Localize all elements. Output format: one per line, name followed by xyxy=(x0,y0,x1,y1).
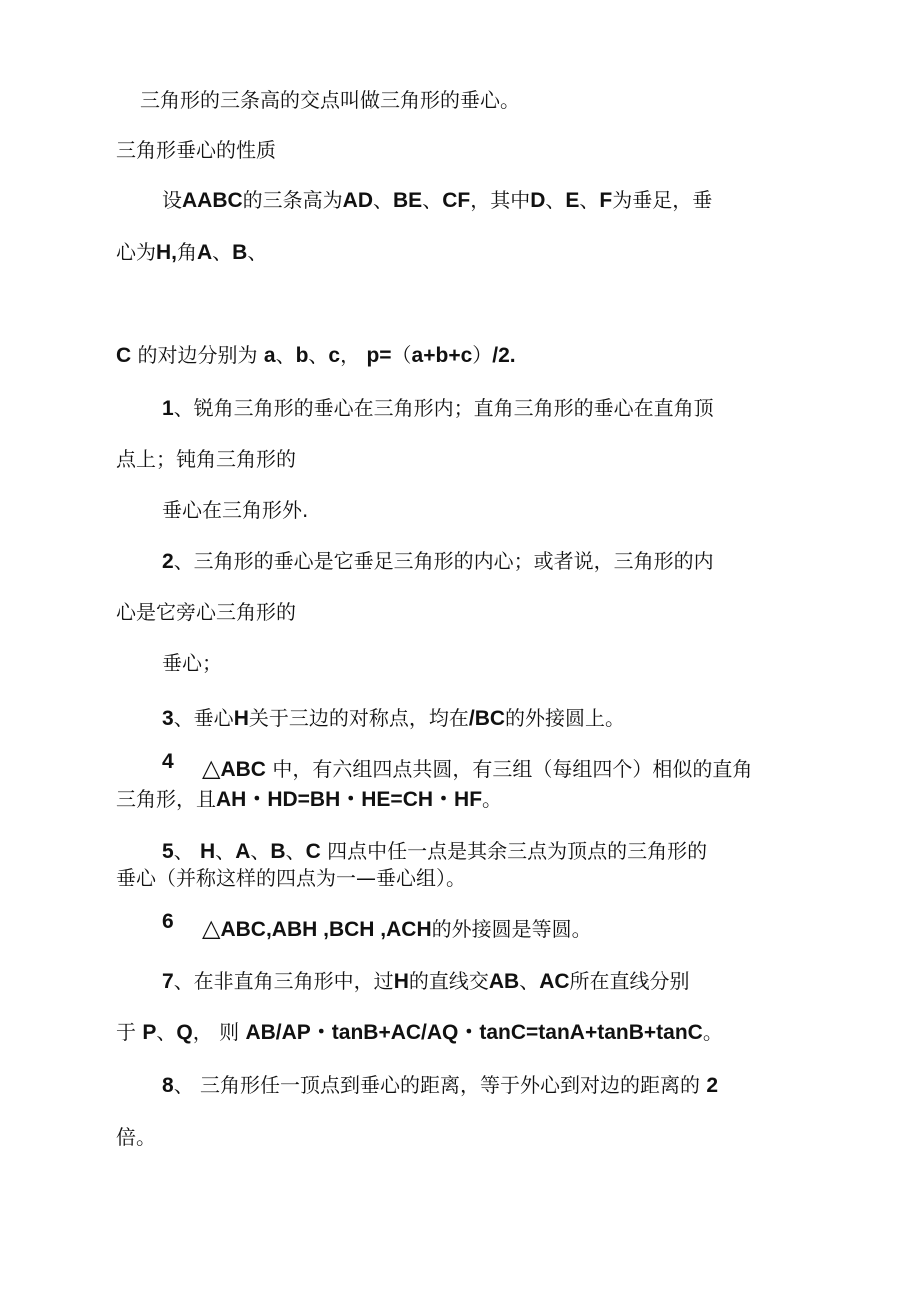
text: 心为 xyxy=(116,240,156,264)
text: 、垂心 xyxy=(173,706,234,730)
orthocenter-h: H xyxy=(393,970,409,993)
text: 的外接圆是等圆。 xyxy=(431,917,592,941)
text: 、 xyxy=(247,240,268,264)
foot-f: F xyxy=(599,189,613,212)
factor-two: 2 xyxy=(706,1074,719,1097)
point-p: P xyxy=(142,1021,157,1044)
altitude-ad: AD xyxy=(342,189,374,212)
property-2-line-2: 心是它旁心三角形的 xyxy=(116,600,296,624)
line-ac: AC xyxy=(539,970,570,993)
text: 、 xyxy=(422,188,443,212)
text: . xyxy=(509,344,516,367)
text: ） xyxy=(472,343,493,367)
side-b: b xyxy=(295,344,309,367)
text: 为垂足，垂 xyxy=(612,188,713,212)
text: 。 xyxy=(702,1020,723,1044)
text: 、 xyxy=(519,969,540,993)
text: 、 xyxy=(173,839,201,863)
point-a: A xyxy=(235,840,251,863)
sum-sides: a+b+c xyxy=(411,344,473,367)
text: 的三条高为 xyxy=(242,188,343,212)
property-1-line-2: 点上；钝角三角形的 xyxy=(116,447,296,471)
text: 、 xyxy=(308,343,329,367)
text: 、 xyxy=(545,188,566,212)
setup-line-1 xyxy=(162,188,712,213)
text: 、 xyxy=(275,343,296,367)
property-number: 7 xyxy=(162,970,174,993)
divisor: /2 xyxy=(492,344,510,367)
property-number: 2 xyxy=(162,550,174,573)
property-number-4: 4 xyxy=(162,750,174,773)
triangle-name: AABC xyxy=(182,189,243,212)
text: 、 xyxy=(212,240,233,264)
property-number: 3 xyxy=(162,707,174,730)
text: 关于三边的对称点，均在 xyxy=(248,706,469,730)
property-5-line-2: 垂心（并称这样的四点为一—垂心组）。 xyxy=(116,866,466,890)
text: 所在直线分别 xyxy=(569,969,690,993)
text: 三角形，且 xyxy=(116,787,216,811)
triangle-abc: ABC xyxy=(220,758,266,781)
text: （ xyxy=(391,343,412,367)
property-number-6: 6 xyxy=(162,910,174,933)
setup-line-2 xyxy=(116,240,267,265)
text: 角 xyxy=(177,240,197,264)
point-b: B xyxy=(270,840,286,863)
orthocenter-h: H, xyxy=(156,241,177,264)
text: ，其中 xyxy=(470,188,531,212)
property-4-line-2 xyxy=(116,787,502,812)
section-heading: 三角形垂心的性质 xyxy=(116,138,276,162)
property-number: 5 xyxy=(162,840,174,863)
text: 的对边分别为 xyxy=(131,343,264,367)
tangent-equation: AB/AP・tanB+AC/AQ・tanC=tanA+tanB+tanC xyxy=(245,1021,703,1044)
side-a: a xyxy=(263,344,276,367)
property-6-line xyxy=(202,916,592,942)
angle-c: C xyxy=(116,344,132,367)
triangle-symbol: △ xyxy=(202,914,221,942)
text: ， xyxy=(340,343,367,367)
text: 、锐角三角形的垂心在三角形内；直角三角形的垂心在直角顶 xyxy=(173,396,714,420)
text: 设 xyxy=(162,188,182,212)
property-5-line-1 xyxy=(162,839,707,864)
property-8-line-2: 倍。 xyxy=(116,1125,156,1149)
altitude-be: BE xyxy=(393,189,423,212)
text: 、在非直角三角形中，过 xyxy=(173,969,394,993)
point-q: Q xyxy=(176,1021,193,1044)
text: 、 xyxy=(250,839,271,863)
property-3-line xyxy=(162,706,625,731)
orthocenter-h: H xyxy=(233,707,249,730)
text: ， 则 xyxy=(192,1020,246,1044)
foot-d: D xyxy=(530,189,546,212)
property-2-line-1 xyxy=(162,549,714,574)
text: 。 xyxy=(482,787,503,811)
product-equation: AH・HD=BH・HE=CH・HF xyxy=(216,788,483,811)
text: 、 三角形任一顶点到垂心的距离，等于外心到对边的距离的 xyxy=(173,1073,707,1097)
text: 、 xyxy=(579,188,600,212)
text: 、 xyxy=(156,1020,177,1044)
property-4-line-1 xyxy=(202,756,752,782)
text: 的直线交 xyxy=(408,969,489,993)
point-h: H xyxy=(200,840,216,863)
text: 、 xyxy=(373,188,394,212)
property-8-line-1 xyxy=(162,1073,718,1098)
property-7-line-2 xyxy=(116,1020,723,1045)
setup-line-3 xyxy=(116,343,516,368)
text: 中，有六组四点共圆，有三组（每组四个）相似的直角 xyxy=(265,757,753,781)
semi-perimeter: p= xyxy=(366,344,392,367)
property-number: 1 xyxy=(162,397,174,420)
foot-e: E xyxy=(565,189,580,212)
triangle-symbol: △ xyxy=(202,754,221,782)
text: 四点中任一点是其余三点为顶点的三角形的 xyxy=(320,839,708,863)
text: 、 xyxy=(215,839,236,863)
line-ab: AB xyxy=(488,970,520,993)
altitude-cf: CF xyxy=(442,189,471,212)
property-2-line-3: 垂心； xyxy=(162,651,222,675)
text: 、三角形的垂心是它垂足三角形的内心；或者说，三角形的内 xyxy=(173,549,714,573)
angle-a: A xyxy=(197,241,213,264)
definition-line: 三角形的三条高的交点叫做三角形的垂心。 xyxy=(140,88,520,112)
triangle-bc: /BC xyxy=(468,707,506,730)
property-7-line-1 xyxy=(162,969,690,994)
side-c: c xyxy=(328,344,341,367)
text: 于 xyxy=(116,1020,143,1044)
text: 的外接圆上。 xyxy=(505,706,626,730)
triangle-list: ABC,ABH ,BCH ,ACH xyxy=(220,918,432,941)
property-1-line-1 xyxy=(162,396,714,421)
angle-b: B xyxy=(232,241,248,264)
text: 、 xyxy=(285,839,306,863)
property-1-line-3: 垂心在三角形外. xyxy=(162,498,309,522)
property-number: 8 xyxy=(162,1074,174,1097)
point-c: C xyxy=(305,840,321,863)
